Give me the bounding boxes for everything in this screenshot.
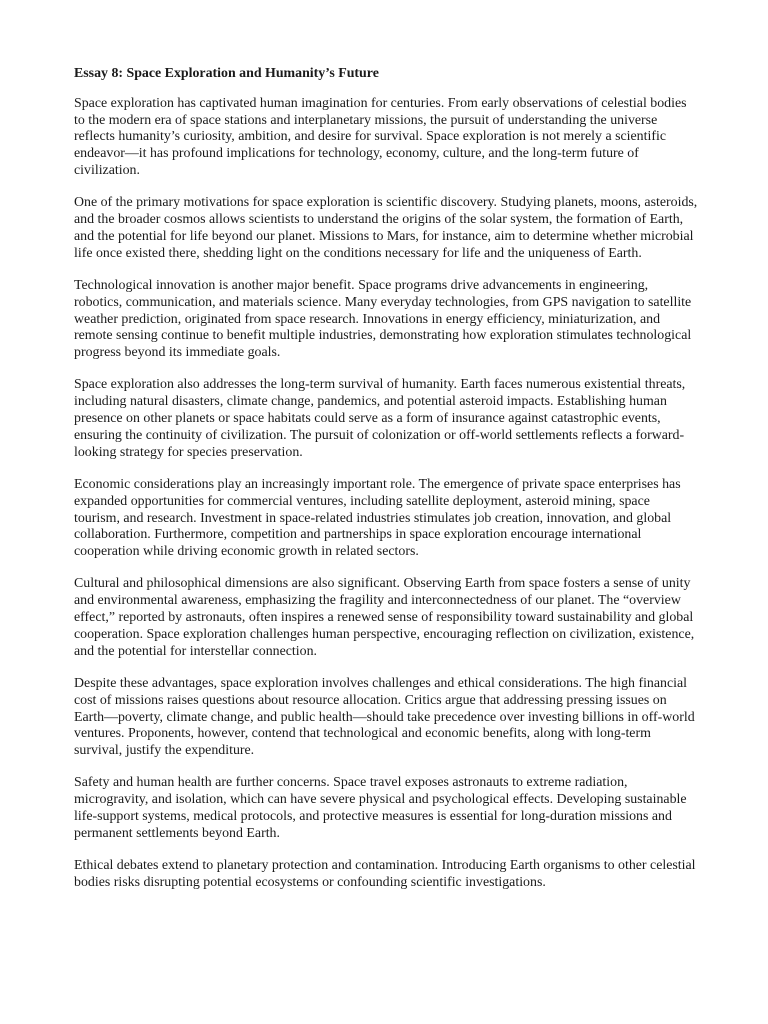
paragraph-long-term-survival: Space exploration also addresses the long-term survival of humanity. Earth faces numerous existential threats, including natural disasters, climate change, pandemics, and potential asteroid impacts. Establishing human presence on other planets or space habitats could serve as a form of insurance against catastrophic events, ensuring the continuity of civilization. The pursuit of colonization or off-world settlements reflects a forward-looking strategy for species preservation.: [74, 377, 686, 460]
paragraph-safety-health: Safety and human health are further concerns. Space travel exposes astronauts to extreme radiation, microgravity, and isolation, which can have severe physical and psychological effects. Developing sustainable life-support systems, medical protocols, and protective measures is essential for long-duration missions and permanent settlements beyond Earth.: [74, 775, 687, 841]
paragraph-ethical-debates: Ethical debates extend to planetary protection and contamination. Introducing Earth organisms to other celestial bodies risks disrupting potential ecosystems or confounding scientific investigations.: [74, 858, 696, 890]
essay-title: Essay 8: Space Exploration and Humanity’s Future: [74, 66, 379, 81]
paragraph-challenges: Despite these advantages, space exploration involves challenges and ethical considerations. The high financial cost of missions raises questions about resource allocation. Critics argue that addressing pressing issues on Earth—poverty, climate change, and public health—should take precedence over investing billions in off-world ventures. Proponents, however, contend that technological and economic benefits, along with long-term survival, justify the expenditure.: [74, 675, 695, 759]
paragraph-cultural-dimensions: Cultural and philosophical dimensions are also significant. Observing Earth from space fosters a sense of unity and environmental awareness, emphasizing the fragility and interconnectedness of our planet. The “overview effect,” reported by astronauts, often inspires a renewed sense of responsibility toward sustainability and global cooperation. Space exploration challenges human perspective, encouraging reflection on civilization, existence, and the potential for interstellar connection.: [74, 576, 695, 659]
document-page: [74, 66, 698, 907]
paragraph-economic-considerations: Economic considerations play an increasingly important role. The emergence of private space enterprises has expanded opportunities for commercial ventures, including satellite deployment, asteroid mining, space tourism, and research. Investment in space-related industries stimulates job creation, innovation, and global collaboration. Furthermore, competition and partnerships in space exploration encourage international cooperation while driving economic growth in related sectors.: [74, 476, 681, 560]
paragraph-scientific-discovery: One of the primary motivations for space exploration is scientific discovery. Studying planets, moons, asteroids, and the broader cosmos allows scientists to understand the origins of the solar system, the formation of Earth, and the potential for life beyond our planet. Missions to Mars, for instance, aim to determine whether microbial life once existed there, shedding light on the conditions necessary for life and the uniqueness of Earth.: [74, 195, 698, 261]
paragraph-technological-innovation: Technological innovation is another major benefit. Space programs drive advancements in engineering, robotics, communication, and materials science. Many everyday technologies, from GPS navigation to satellite weather prediction, originated from space research. Innovations in energy efficiency, miniaturization, and remote sensing continue to benefit multiple industries, demonstrating how exploration stimulates technological progress beyond its immediate goals.: [74, 277, 692, 361]
paragraph-intro: Space exploration has captivated human imagination for centuries. From early observations of celestial bodies to the modern era of space stations and interplanetary missions, the pursuit of understanding the universe reflects humanity’s curiosity, ambition, and desire for survival. Space exploration is not merely a scientific endeavor—it has profound implications for technology, economy, culture, and the long-term future of civilization.: [74, 95, 687, 178]
